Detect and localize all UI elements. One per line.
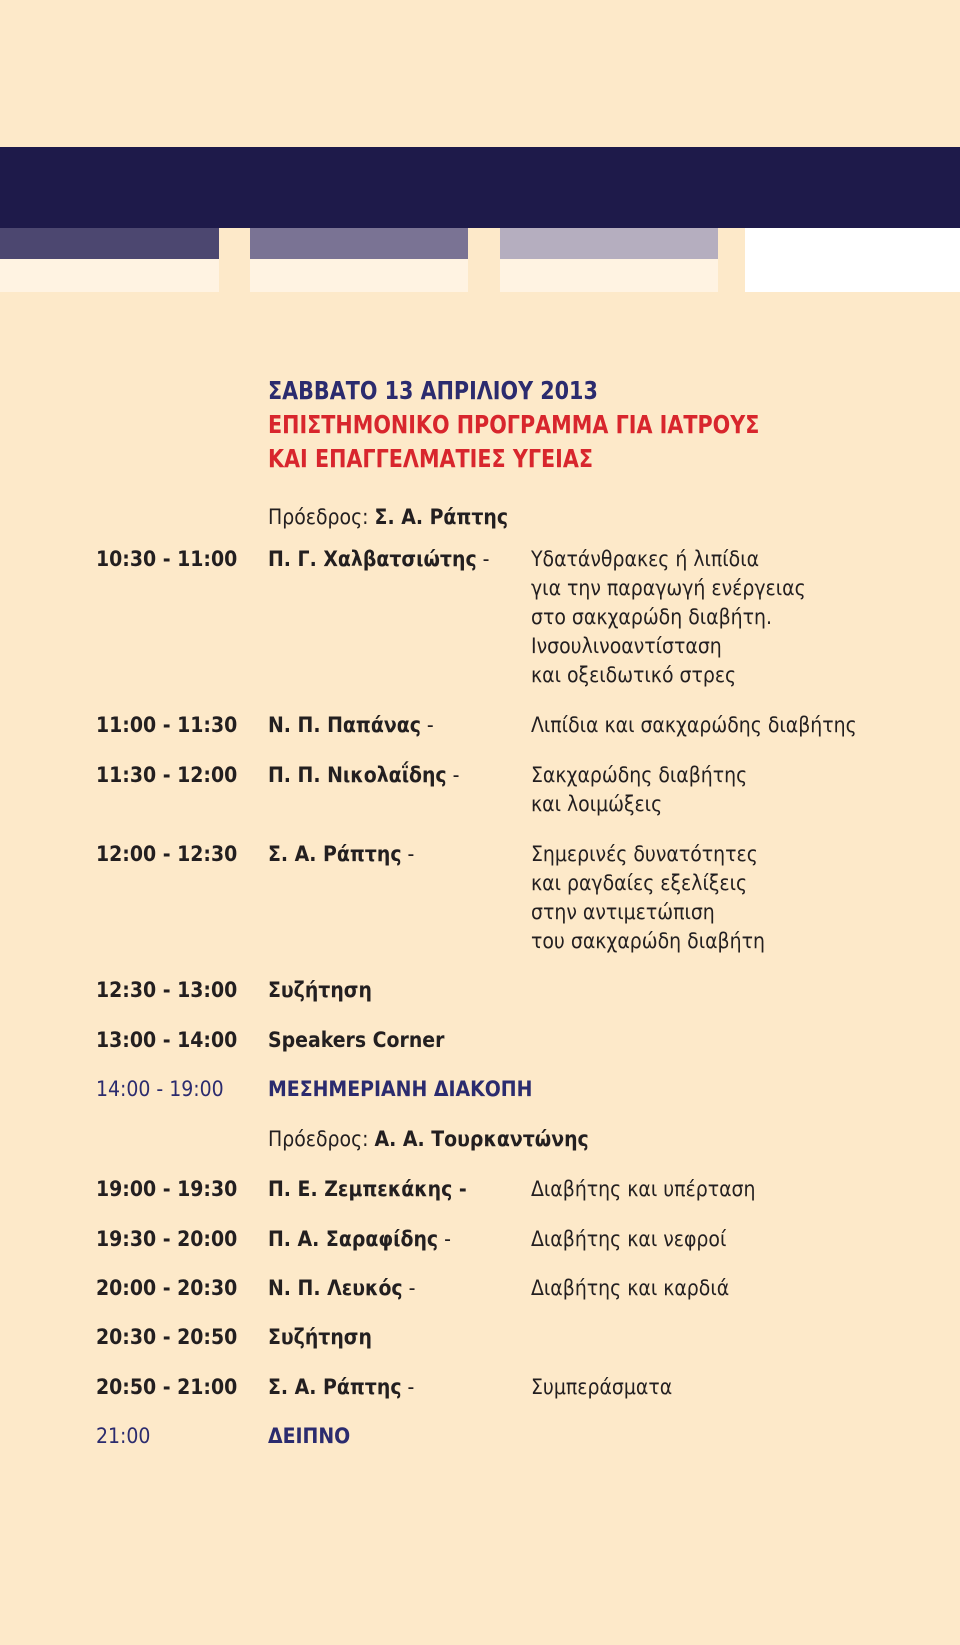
session-topic: Διαβήτης και καρδιά bbox=[531, 1276, 730, 1300]
chair-label: Πρόεδρος: bbox=[268, 505, 369, 529]
session-time: 11:00 - 11:30 bbox=[96, 713, 238, 737]
session-speaker: Π. Ε. Ζεμπεκάκης - bbox=[268, 1177, 467, 1201]
session-speaker: Π. Α. Σαραφίδης bbox=[268, 1227, 439, 1251]
session-time: 20:50 - 21:00 bbox=[96, 1375, 238, 1399]
session-speaker: Ν. Π. Παπάνας bbox=[268, 713, 421, 737]
header-pale-strip bbox=[500, 259, 718, 292]
header-band bbox=[0, 147, 960, 228]
session-speaker: Ν. Π. Λευκός bbox=[268, 1276, 403, 1300]
header-pale-strip bbox=[0, 259, 219, 292]
header-tile bbox=[500, 228, 718, 259]
session-speaker: Π. Γ. Χαλβατσιώτης bbox=[268, 547, 477, 571]
session-speaker: Σ. Α. Ράπτης bbox=[268, 842, 402, 866]
chair-label: Πρόεδρος: bbox=[268, 1127, 369, 1151]
header-tile bbox=[745, 228, 960, 292]
header-pale-strip bbox=[250, 259, 468, 292]
program-date: ΣΑΒΒΑΤΟ 13 ΑΠΡΙΛΙΟΥ 2013 bbox=[268, 376, 598, 405]
header-tile bbox=[0, 228, 219, 259]
session-topic: Διαβήτης και νεφροί bbox=[531, 1227, 727, 1251]
session-time: 13:00 - 14:00 bbox=[96, 1028, 238, 1052]
session-topic: Σακχαρώδης διαβήτης και λοιμώξεις bbox=[531, 763, 748, 816]
session-time: 10:30 - 11:00 bbox=[96, 547, 238, 571]
session-topic: Σημερινές δυνατότητες και ραγδαίες εξελίξεις στην αντιμετώπιση του σακχαρώδη διαβήτη bbox=[531, 842, 765, 953]
session-speaker: Συζήτηση bbox=[268, 978, 372, 1002]
program-title-line-2: ΚΑΙ ΕΠΑΓΓΕΛΜΑΤΙΕΣ ΥΓΕΙΑΣ bbox=[268, 444, 593, 473]
session-speaker: Speakers Corner bbox=[268, 1028, 445, 1052]
session-time: 19:00 - 19:30 bbox=[96, 1177, 238, 1201]
header-tile bbox=[250, 228, 468, 259]
session-time: 11:30 - 12:00 bbox=[96, 763, 238, 787]
session-speaker: Π. Π. Νικολαΐδης bbox=[268, 763, 447, 787]
session-topic: Διαβήτης και υπέρταση bbox=[531, 1177, 756, 1201]
session-topic: Λιπίδια και σακχαρώδης διαβήτης bbox=[531, 713, 857, 737]
chair-name: Α. Α. Τουρκαντώνης bbox=[374, 1127, 589, 1151]
session-time: 19:30 - 20:00 bbox=[96, 1227, 238, 1251]
session-speaker: Συζήτηση bbox=[268, 1325, 372, 1349]
session-time: 12:30 - 13:00 bbox=[96, 978, 238, 1002]
session-time: 12:00 - 12:30 bbox=[96, 842, 238, 866]
program-title-line-1: ΕΠΙΣΤΗΜΟΝΙΚΟ ΠΡΟΓΡΑΜΜΑ ΓΙΑ ΙΑΤΡΟΥΣ bbox=[268, 410, 760, 439]
chair-name: Σ. Α. Ράπτης bbox=[374, 505, 509, 529]
program-heading bbox=[268, 374, 759, 476]
session-speaker: Σ. Α. Ράπτης bbox=[268, 1375, 402, 1399]
session-time: 14:00 - 19:00 bbox=[96, 1077, 224, 1101]
session-break: ΜΕΣΗΜΕΡΙΑΝΗ ΔΙΑΚΟΠΗ bbox=[268, 1077, 533, 1101]
session-dinner: ΔΕΙΠΝΟ bbox=[268, 1424, 351, 1448]
session-time: 20:00 - 20:30 bbox=[96, 1276, 238, 1300]
session-topic: Υδατάνθρακες ή λιπίδια για την παραγωγή ενέργειας στο σακχαρώδη διαβήτη. Ινσουλινοαντίσταση και οξειδωτικό στρες bbox=[531, 547, 806, 687]
session-time: 21:00 bbox=[96, 1424, 151, 1448]
session-topic: Συμπεράσματα bbox=[531, 1375, 673, 1399]
session-time: 20:30 - 20:50 bbox=[96, 1325, 238, 1349]
